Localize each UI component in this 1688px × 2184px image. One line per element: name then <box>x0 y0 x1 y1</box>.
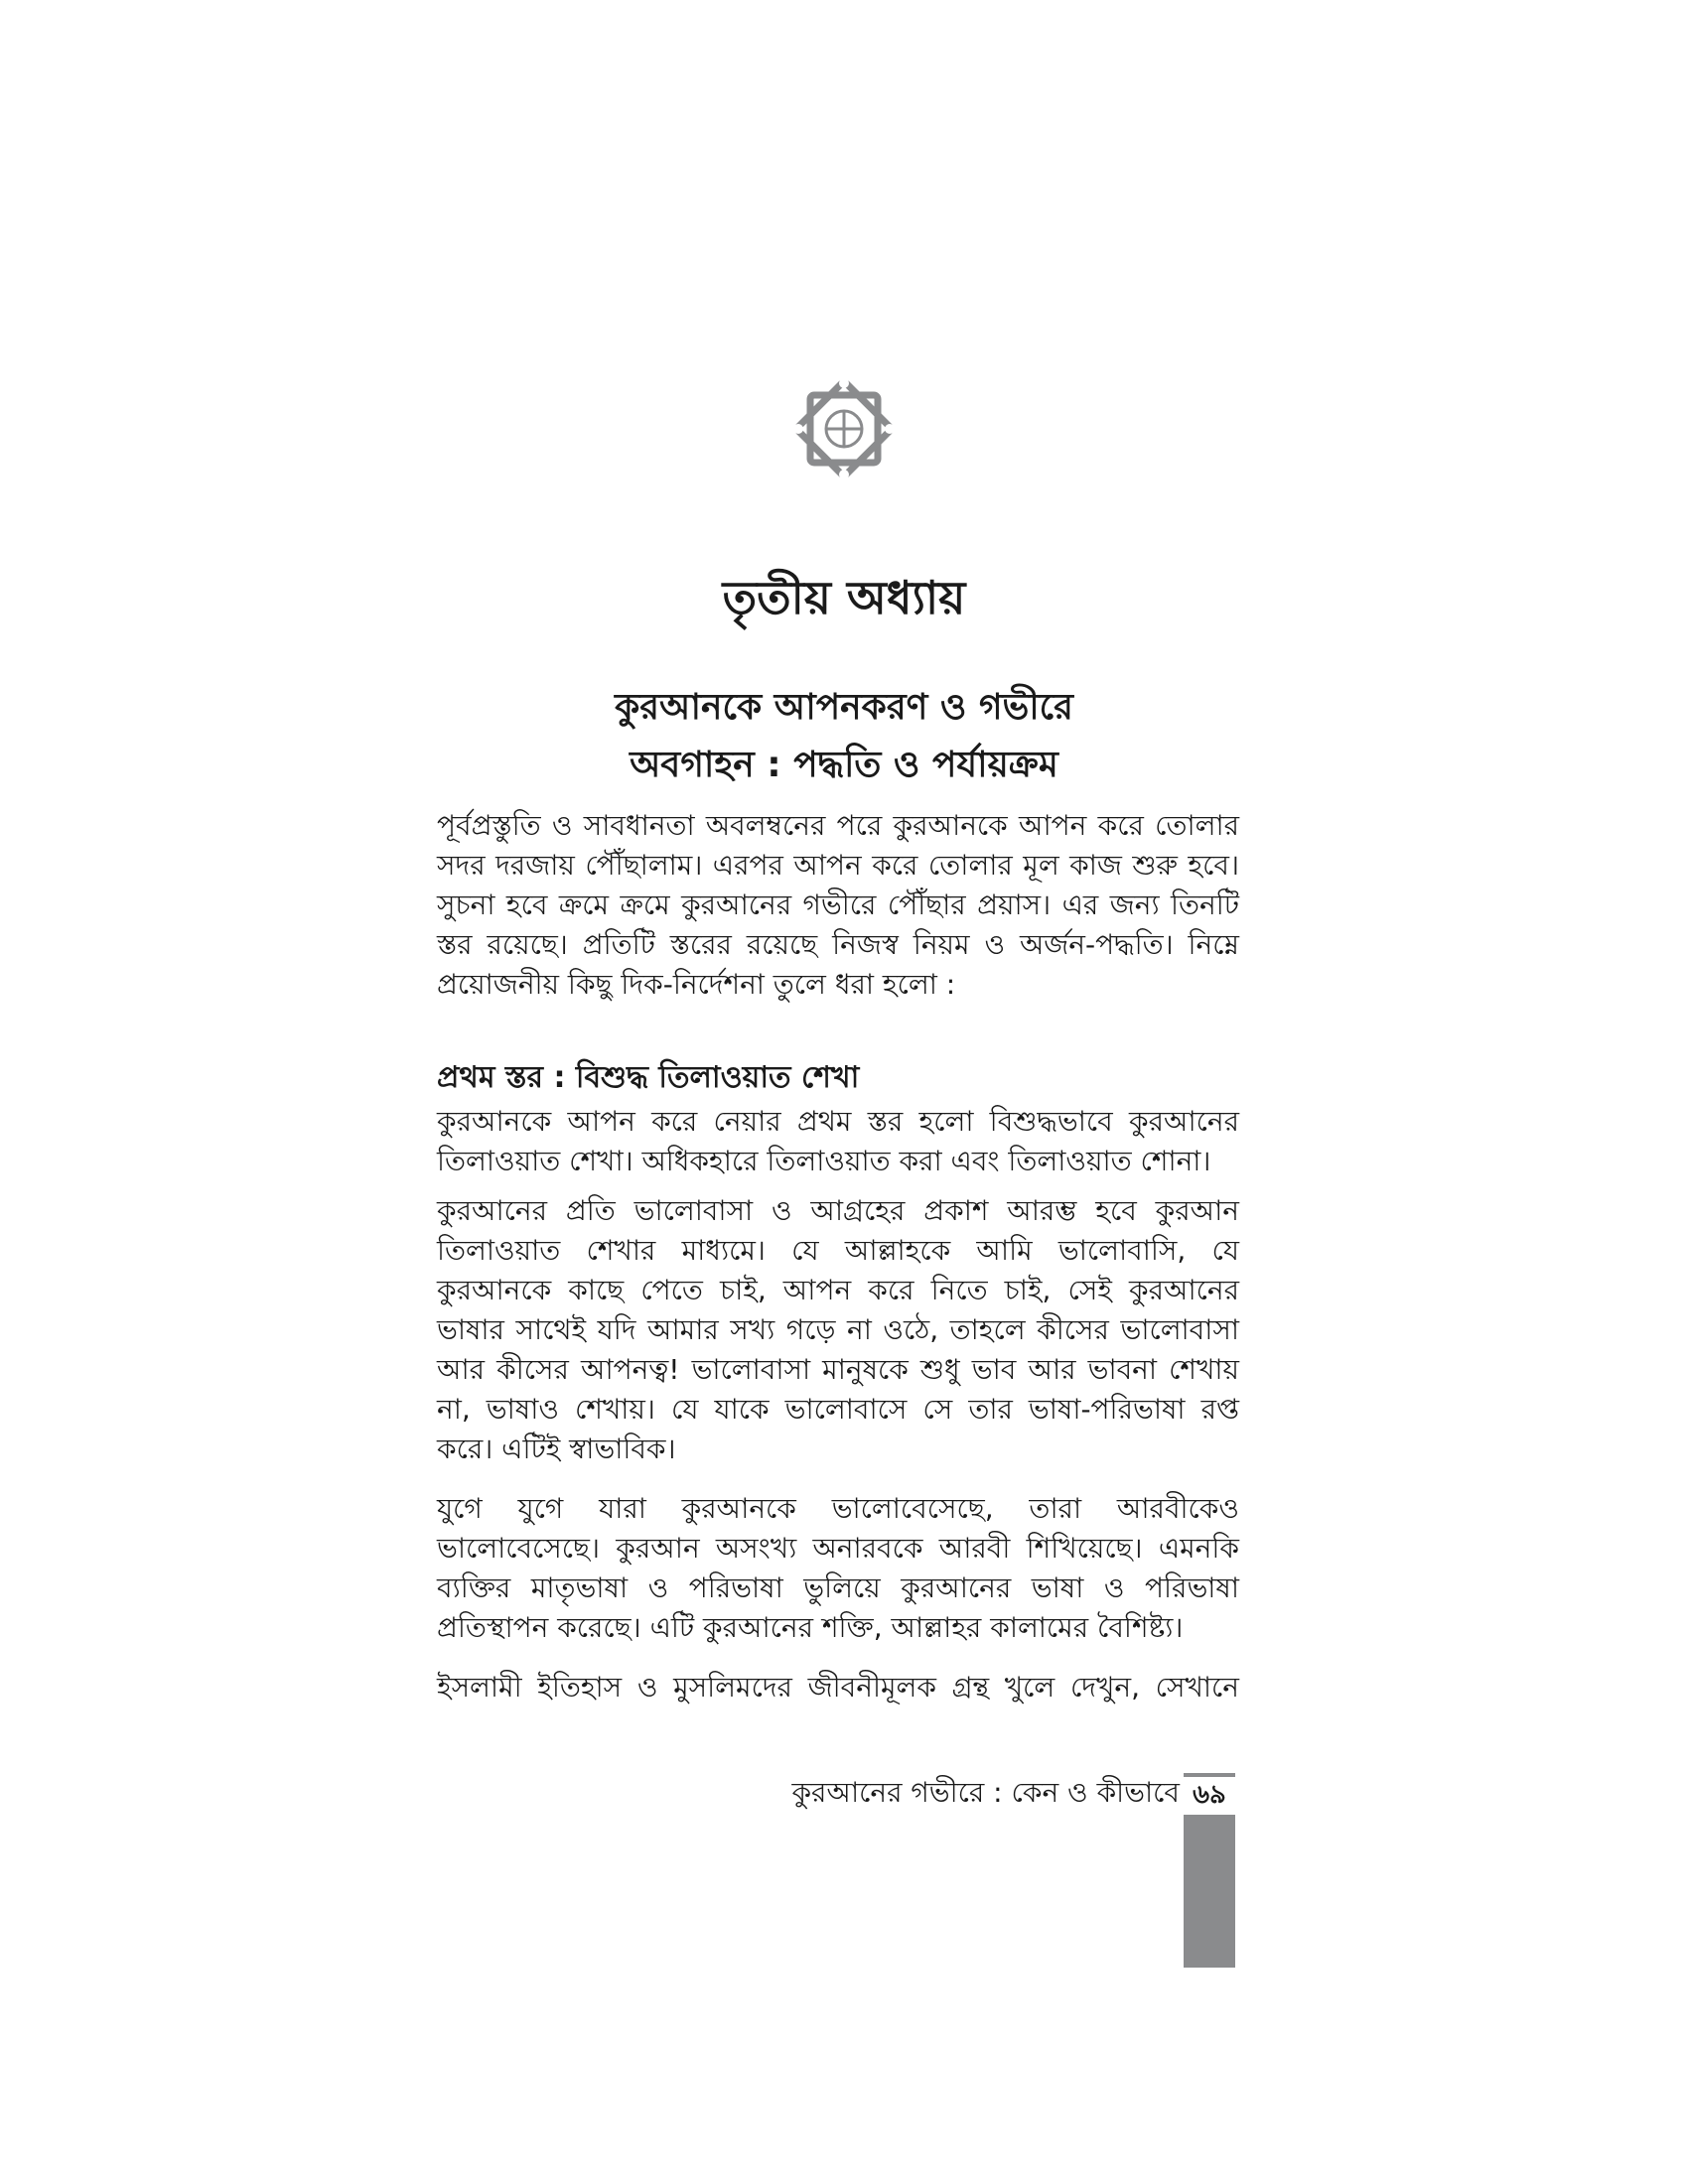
running-footer-title: কুরআনের গভীরে : কেন ও কীভাবে <box>791 1776 1180 1809</box>
chapter-title: তৃতীয় অধ্যায় <box>722 571 966 624</box>
text-line: পূর্বপ্রস্তুতি ও সাবধানতা অবলম্বনের পরে কুরআনকে আপন করে তোলার <box>437 809 1239 842</box>
text-line: সদর দরজায় পৌঁছালাম। এরপর আপন করে তোলার মূল কাজ শুরু হবে। <box>437 849 1239 882</box>
intro-paragraph <box>437 806 1239 1005</box>
text-line: কুরআনকে কাছে পেতে চাই, আপন করে নিতে চাই, সেই কুরআনের <box>437 1274 1239 1306</box>
page-number: ৬৯ <box>1193 1780 1226 1810</box>
text-line: প্রয়োজনীয় কিছু দিক-নির্দেশনা তুলে ধরা হলো : <box>437 968 956 1001</box>
text-line: কুরআনকে আপন করে নেয়ার প্রথম স্তর হলো বিশুদ্ধভাবে কুরআনের <box>437 1105 1239 1138</box>
paragraph-4 <box>437 1668 1239 1707</box>
text-line: ব্যক্তির মাতৃভাষা ও পরিভাষা ভুলিয়ে কুরআনের ভাষা ও পরিভাষা <box>437 1571 1239 1604</box>
section-title <box>0 679 1688 794</box>
geometric-star-ornament-icon <box>784 369 904 488</box>
text-line: যুগে যুগে যারা কুরআনকে ভালোবেসেছে, তারা আরবীকেও <box>437 1492 1239 1525</box>
subsection-heading: প্রথম স্তর : বিশুদ্ধ তিলাওয়াত শেখা <box>437 1060 860 1095</box>
paragraph-3 <box>437 1489 1239 1648</box>
text-line: আর কীসের আপনত্ব! ভালোবাসা মানুষকে শুধু ভাব আর ভাবনা শেখায় <box>437 1353 1239 1386</box>
text-line: সুচনা হবে ক্রমে ক্রমে কুরআনের গভীরে পৌঁছার প্রয়াস। এর জন্য তিনটি <box>437 888 1239 921</box>
text-line: প্রতিস্থাপন করেছে। এটি কুরআনের শক্তি, আল্লাহর কালামের বৈশিষ্ট্য। <box>437 1611 1184 1644</box>
text-line: স্তর রয়েছে। প্রতিটি স্তরের রয়েছে নিজস্ব নিয়ম ও অর্জন-পদ্ধতি। নিম্নে <box>437 928 1239 961</box>
page-number-tab <box>1184 1773 1235 1968</box>
page-tab-bar <box>1184 1815 1235 1968</box>
text-line: করে। এটিই স্বাভাবিক। <box>437 1433 676 1465</box>
paragraph-2 <box>437 1191 1239 1469</box>
section-title-line: অবগাহন : পদ্ধতি ও পর্যায়ক্রম <box>630 745 1058 785</box>
text-line: ভাষার সাথেই যদি আমার সখ্য গড়ে না ওঠে, তাহলে কীসের ভালোবাসা <box>437 1313 1239 1346</box>
text-line: তিলাওয়াত শেখা। অধিকহারে তিলাওয়াত করা এবং তিলাওয়াত শোনা। <box>437 1145 1211 1177</box>
text-line: কুরআনের প্রতি ভালোবাসা ও আগ্রহের প্রকাশ আরম্ভ হবে কুরআন <box>437 1194 1239 1227</box>
paragraph-1 <box>437 1102 1239 1181</box>
text-line: না, ভাষাও শেখায়। যে যাকে ভালোবাসে সে তার ভাষা-পরিভাষা রপ্ত <box>437 1393 1239 1426</box>
text-line: তিলাওয়াত শেখার মাধ্যমে। যে আল্লাহকে আমি ভালোবাসি, যে <box>437 1234 1239 1267</box>
text-line: ইসলামী ইতিহাস ও মুসলিমদের জীবনীমূলক গ্রন্থ খুলে দেখুন, সেখানে <box>437 1671 1239 1704</box>
text-line: ভালোবেসেছে। কুরআন অসংখ্য অনারবকে আরবী শিখিয়েছে। এমনকি <box>437 1532 1239 1565</box>
section-title-line: কুরআনকে আপনকরণ ও গভীরে <box>615 687 1073 728</box>
